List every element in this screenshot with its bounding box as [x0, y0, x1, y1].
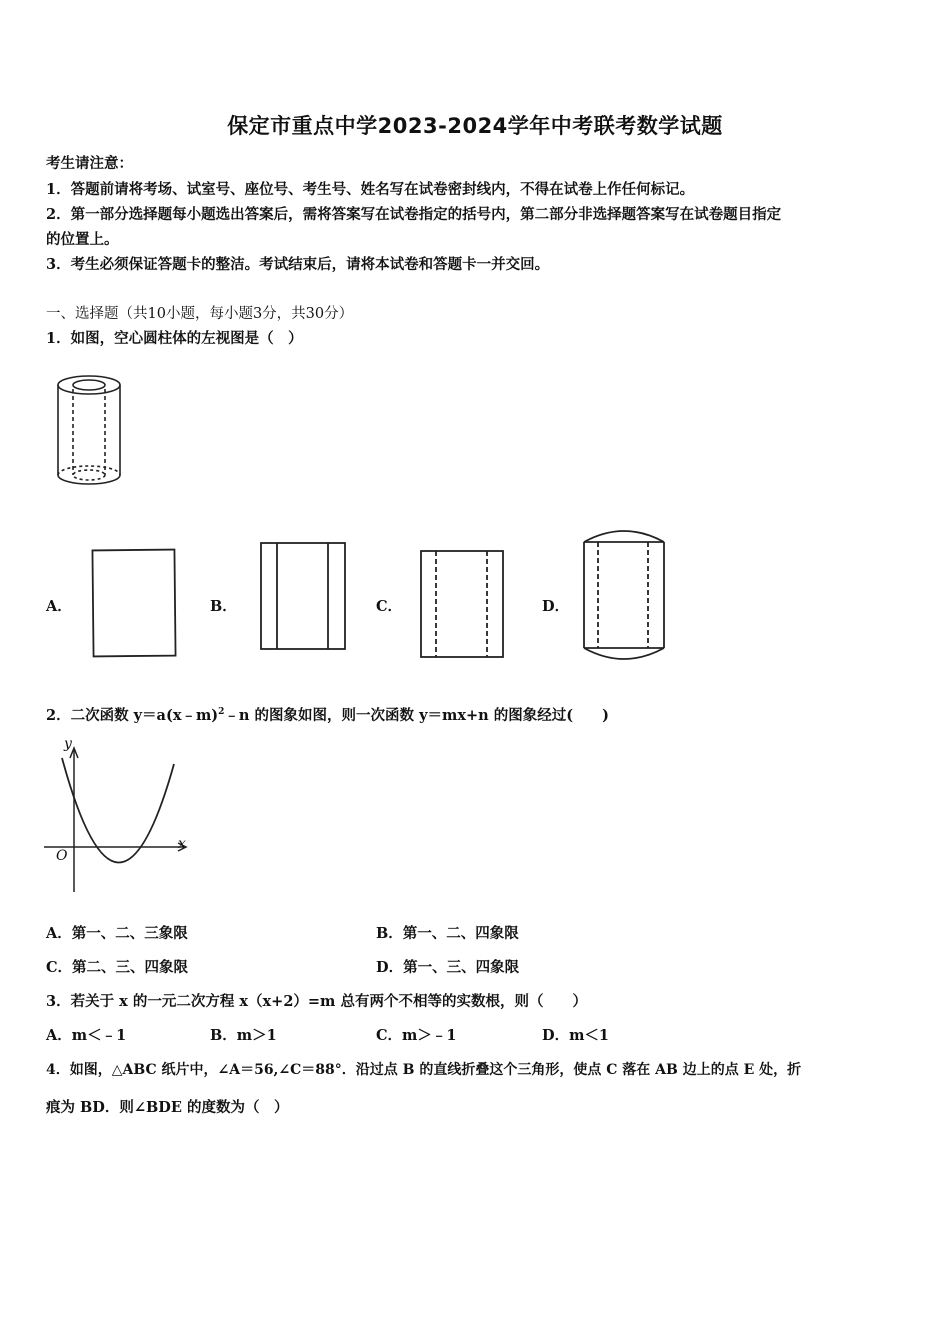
- q2-option-a: A．第一、二、三象限: [46, 925, 188, 942]
- q1-option-a-label: A．: [46, 598, 72, 615]
- q1-option-b-label: B．: [210, 598, 237, 615]
- q3-option-a: A．m＜﹣1: [46, 1027, 127, 1044]
- q2-origin-label: O: [56, 848, 68, 864]
- q2-option-b: B．第一、二、四象限: [376, 925, 519, 942]
- q3-option-b: B．m＞1: [210, 1027, 277, 1044]
- page-title: 保定市重点中学2023-2024学年中考联考数学试题: [227, 114, 723, 138]
- q2-stem-exponent: 2: [218, 707, 225, 718]
- q2-y-axis-label: y: [64, 736, 72, 752]
- q1-stem: 1．如图，空心圆柱体的左视图是（ ）: [46, 330, 303, 347]
- q1-option-d-label: D．: [542, 598, 570, 615]
- notice-item-1: 1．答题前请将考场、试室号、座位号、考生号、姓名写在试卷密封线内，不得在试卷上作任何标记。: [46, 181, 695, 198]
- q1-option-d-figure: [580, 526, 670, 666]
- q3-stem: 3．若关于 x 的一元二次方程 x（x+2）=m 总有两个不相等的实数根，则（ ）: [46, 993, 587, 1010]
- q2-stem-part-a: 2．二次函数 y＝a(x﹣m): [46, 707, 219, 724]
- section-heading: 一、选择题（共10小题，每小题3分，共30分）: [46, 306, 354, 322]
- q1-option-c-label: C．: [376, 598, 403, 615]
- q4-stem-line-2: 痕为 BD．则∠BDE 的度数为（ ）: [46, 1099, 289, 1116]
- q2-stem-part-b: ﹣n 的图象如图，则一次函数 y＝mx+n 的图象经过( ): [224, 707, 609, 724]
- notice-item-3: 3．考生必须保证答题卡的整洁。考试结束后，请将本试卷和答题卡一并交回。: [46, 256, 550, 273]
- q2-option-c: C．第二、三、四象限: [46, 959, 189, 976]
- hollow-cylinder-figure: [52, 372, 132, 492]
- q2-x-axis-label: x: [178, 836, 186, 852]
- q1-option-c-figure: [418, 548, 508, 660]
- q2-parabola-graph: [40, 736, 200, 896]
- q4-stem-line-1: 4．如图，△ABC 纸片中，∠A＝56,∠C＝88°．沿过点 B 的直线折叠这个三角形，使点 C 落在 AB 边上的点 E 处，折: [46, 1062, 802, 1078]
- q3-option-c: C．m＞﹣1: [376, 1027, 457, 1044]
- q2-option-d: D．第一、三、四象限: [376, 959, 520, 976]
- q1-option-a-figure: [90, 547, 180, 659]
- notice-item-2-cont: 的位置上。: [46, 231, 119, 248]
- q3-option-d: D．m＜1: [542, 1027, 610, 1044]
- notice-item-2: 2．第一部分选择题每小题选出答案后，需将答案写在试卷指定的括号内，第二部分非选择题答案写在试卷题目指定: [46, 206, 782, 223]
- q2-stem: [46, 704, 609, 725]
- q1-option-b-figure: [258, 540, 350, 654]
- notice-heading: 考生请注意：: [46, 155, 133, 172]
